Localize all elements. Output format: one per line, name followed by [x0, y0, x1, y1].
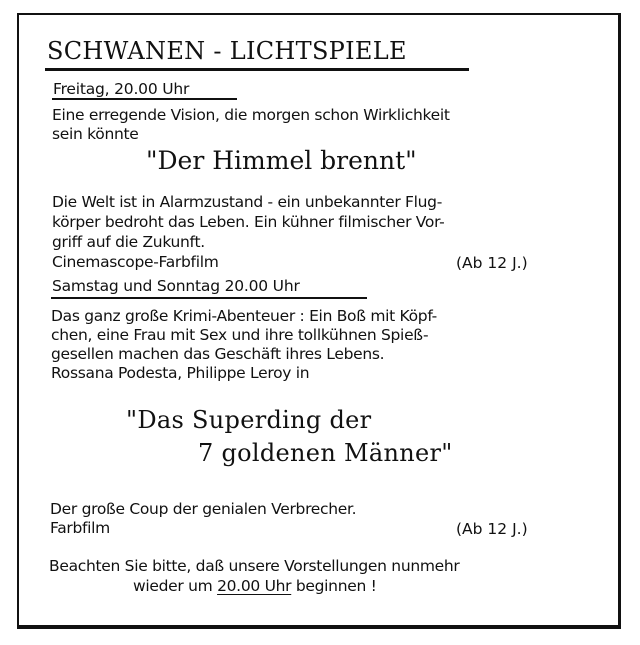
friday-intro-line-1: Eine erregende Vision, die morgen schon Wirklichkeit	[52, 106, 450, 124]
film-title-der-himmel-brennt: "Der Himmel brennt"	[146, 146, 417, 175]
friday-desc-line-2: körper bedroht das Leben. Ein kühner filmischer Vor-	[52, 213, 445, 231]
friday-intro-line-2: sein könnte	[52, 125, 139, 143]
notice-start-time: 20.00 Uhr	[217, 577, 292, 595]
weekend-tagline: Der große Coup der genialen Verbrecher.	[50, 500, 357, 518]
notice-line-2	[133, 577, 377, 595]
notice-line-1: Beachten Sie bitte, daß unsere Vorstellungen nunmehr	[49, 557, 460, 575]
cinema-title: SCHWANEN - LICHTSPIELE	[47, 37, 407, 65]
weekend-cast: Rossana Podesta, Philippe Leroy in	[51, 364, 310, 382]
notice-line-2-prefix: wieder um	[133, 577, 213, 595]
weekend-desc-line-1: Das ganz große Krimi-Abenteuer : Ein Boß mit Köpf-	[51, 307, 437, 325]
friday-showtime: Freitag, 20.00 Uhr	[53, 80, 190, 98]
friday-underline	[52, 98, 237, 100]
weekend-desc-line-3: gesellen machen das Geschäft ihres Lebens.	[51, 345, 385, 363]
friday-desc-line-1: Die Welt ist in Alarmzustand - ein unbekannter Flug-	[52, 193, 442, 211]
title-underline	[45, 68, 469, 71]
weekend-underline	[51, 297, 367, 299]
film-title-line-1: "Das Superding der	[126, 406, 372, 434]
film-title-line-2: 7 goldenen Männer"	[198, 439, 453, 467]
notice-line-2-suffix: beginnen !	[295, 577, 377, 595]
weekend-showtime: Samstag und Sonntag 20.00 Uhr	[52, 277, 300, 295]
friday-desc-line-3: griff auf die Zukunft.	[52, 233, 205, 251]
friday-format: Cinemascope-Farbfilm	[52, 253, 219, 271]
weekend-desc-line-2: chen, eine Frau mit Sex und ihre tollkühnen Spieß-	[51, 326, 429, 344]
friday-rating: (Ab 12 J.)	[456, 254, 528, 272]
weekend-format: Farbfilm	[50, 519, 110, 537]
weekend-rating: (Ab 12 J.)	[456, 520, 528, 538]
